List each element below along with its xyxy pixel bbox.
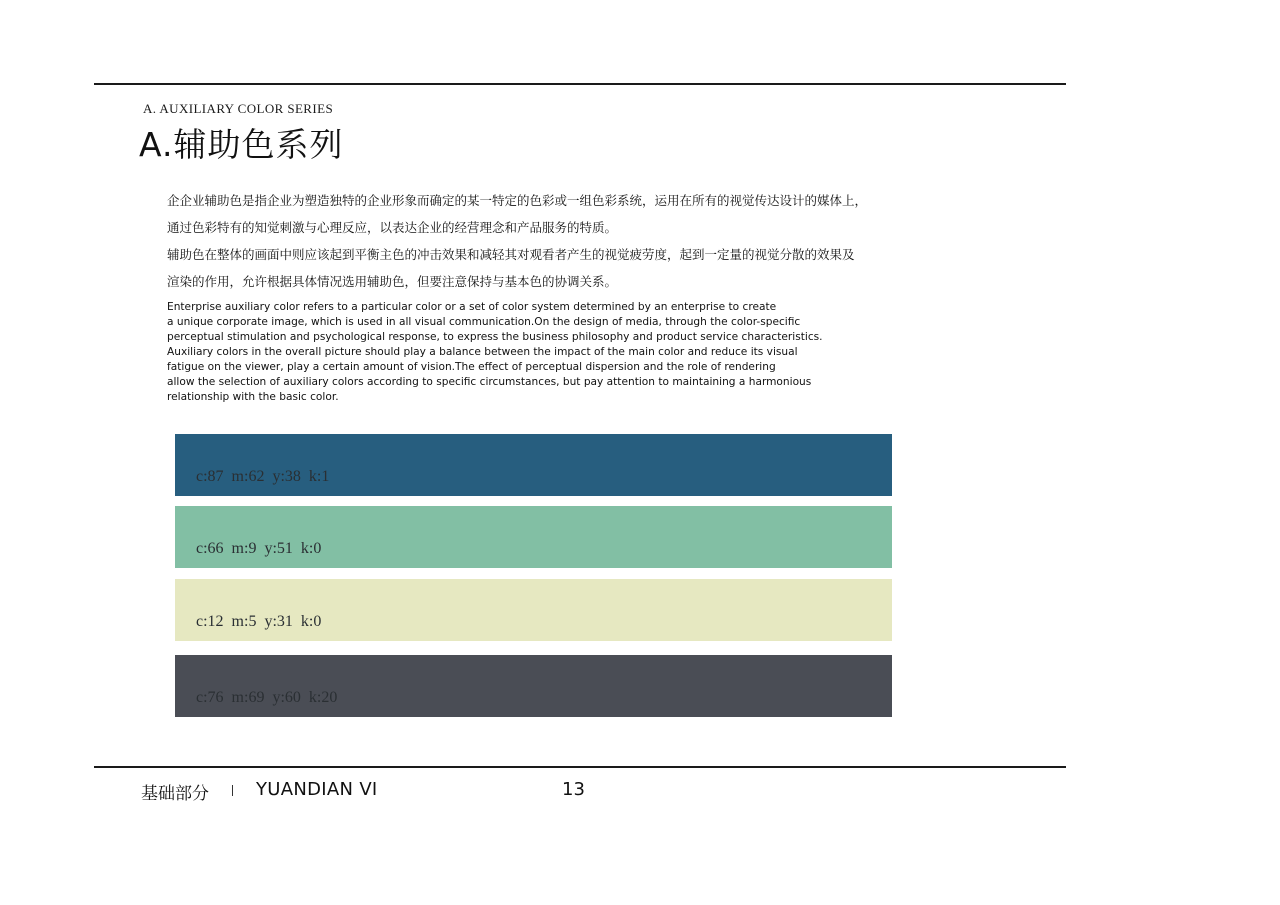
body-en-line: perceptual stimulation and psychological response, to express the business philosophy and product service characteristics. — [167, 331, 823, 343]
bottom-rule — [94, 766, 1066, 768]
swatch-cmyk-label: c:12 m:5 y:31 k:0 — [196, 613, 322, 630]
body-en-line: Auxiliary colors in the overall picture should play a balance between the impact of the main color and reduce its visual — [167, 346, 798, 358]
color-swatch-2 — [175, 506, 892, 568]
body-en-line: allow the selection of auxiliary colors according to specific circumstances, but pay attention to maintaining a harmonious — [167, 376, 812, 388]
body-en-line: Enterprise auxiliary color refers to a particular color or a set of color system determined by an enterprise to create — [167, 301, 777, 313]
footer-separator — [232, 785, 233, 796]
swatch-cmyk-label: c:76 m:69 y:60 k:20 — [196, 689, 338, 706]
footer-brand: YUANDIAN VI — [256, 779, 378, 800]
swatch-cmyk-label: c:66 m:9 y:51 k:0 — [196, 540, 322, 557]
body-cn-line: 渲染的作用，允许根据具体情况选用辅助色，但要注意保持与基本色的协调关系。 — [167, 274, 618, 289]
color-swatch-3 — [175, 579, 892, 641]
body-cn-line: 通过色彩特有的知觉刺激与心理反应，以表达企业的经营理念和产品服务的特质。 — [167, 220, 618, 235]
section-title-en: A. AUXILIARY COLOR SERIES — [143, 101, 334, 116]
section-title-cn: A.辅助色系列 — [139, 125, 344, 164]
body-cn-line: 辅助色在整体的画面中则应该起到平衡主色的冲击效果和减轻其对观看者产生的视觉疲劳度，起到一定量的视觉分散的效果及 — [167, 247, 855, 262]
page-number: 13 — [562, 779, 585, 800]
body-en-line: relationship with the basic color. — [167, 391, 339, 403]
body-en-paragraph — [167, 300, 927, 405]
color-swatch-1 — [175, 434, 892, 496]
color-swatch-4 — [175, 655, 892, 717]
body-cn-line: 企企业辅助色是指企业为塑造独特的企业形象而确定的某一特定的色彩或一组色彩系统，运用在所有的视觉传达设计的媒体上， — [167, 193, 868, 208]
top-rule — [94, 83, 1066, 85]
swatch-cmyk-label: c:87 m:62 y:38 k:1 — [196, 468, 330, 485]
footer-section-label: 基础部分 — [141, 784, 209, 804]
body-en-line: a unique corporate image, which is used in all visual communication.On the design of media, through the color-specific — [167, 316, 801, 328]
body-en-line: fatigue on the viewer, play a certain amount of vision.The effect of perceptual dispersion and the role of rendering — [167, 361, 776, 373]
